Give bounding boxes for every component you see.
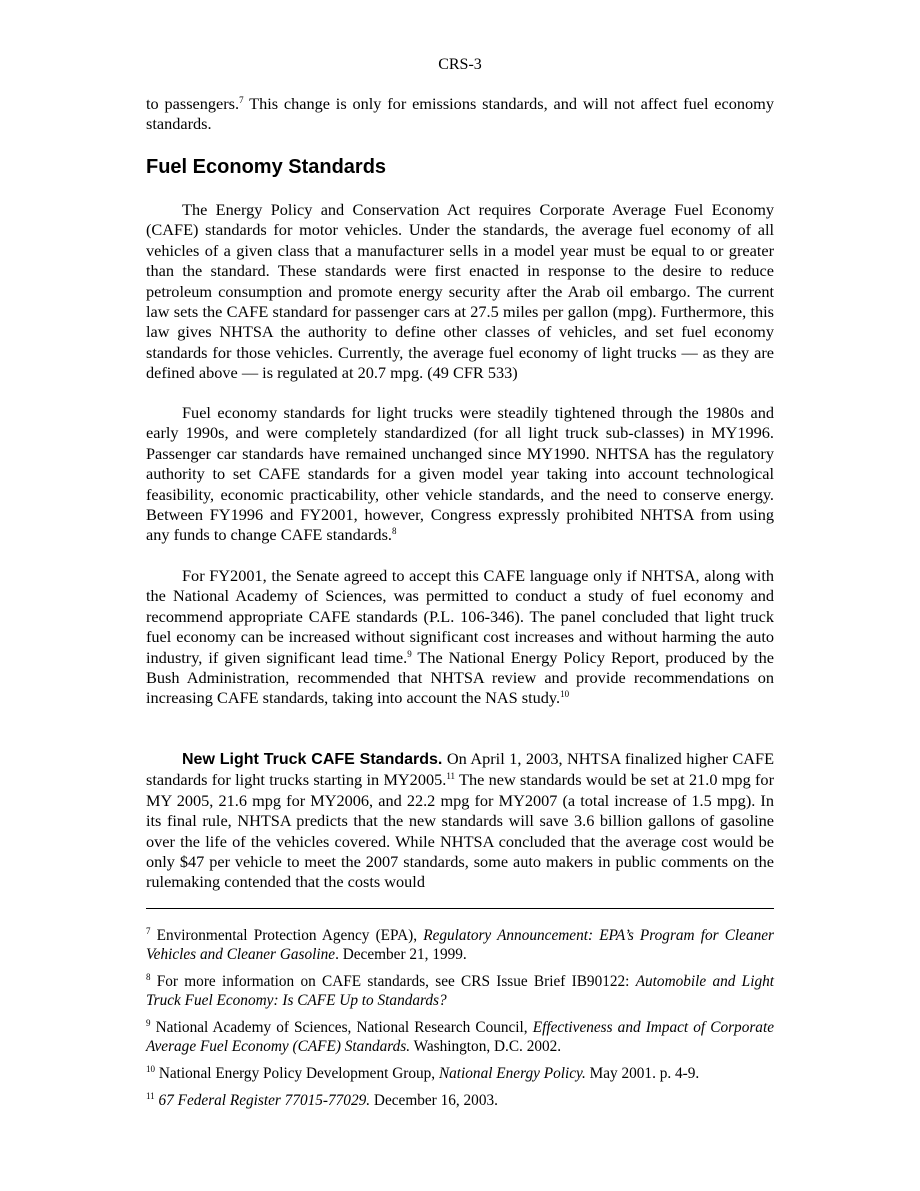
footnote-ref-10[interactable]: 10 [560,689,570,700]
footnote-text: For more information on CAFE standards, see CRS Issue Brief IB90122: [150,973,636,990]
footnote-9 [146,1018,774,1056]
para2-text: Fuel economy standards for light trucks were steadily tightened through the 1980s and early 1990s, and were completely standardized (for all light truck sub-classes) in MY1996. Passenger car standards have remained unchanged since MY1990. NHTSA has the regulatory authority to set CAFE standards for a given model year taking into account technological feasibility, economic practicability, other vehicle standards, and the need to conserve energy. Between FY1996 and FY2001, however, Congress expressly prohibited NHTSA from using any funds to change CAFE standards. [146,403,774,545]
intro-text-a: to passengers. [146,94,240,113]
runin-heading: New Light Truck CAFE Standards. [182,751,443,768]
footnote-text: National Academy of Sciences, National Research Council, [150,1019,533,1036]
paragraph-new-standards [146,749,774,893]
footnote-number: 8 [146,972,151,982]
section-heading: Fuel Economy Standards [146,156,387,178]
footnote-title: Regulatory Announcement: EPA’s Program for Cleaner Vehicles and Cleaner Gasoline [146,927,775,963]
footnote-ref-9[interactable]: 9 [407,648,412,659]
paragraph-cafe-intro: The Energy Policy and Conservation Act requires Corporate Average Fuel Economy (CAFE) standards for motor vehicles. Under the standards, the average fuel economy of all vehicles of a given class that a manufacturer sells in a model year must be equal to or greater than the standard. These standards were first enacted in response to the desire to reduce petroleum consumption and promote energy security after the Arab oil embargo. The current law sets the CAFE standard for passenger cars at 27.5 miles per gallon (mpg). Furthermore, this law gives NHTSA the authority to define other classes of vehicles, and set fuel economy standards for those vehicles. Currently, the average fuel economy of light trucks — as they are defined above — is regulated at 20.7 mpg. (49 CFR 533) [146,200,774,383]
footnote-text: National Energy Policy Development Group, [155,1065,439,1082]
footnote-divider [146,908,774,909]
footnote-number: 10 [146,1064,155,1074]
intro-text-b: This change is only for emissions standards, and will not affect fuel economy standards. [146,94,774,134]
page-number-header: CRS-3 [438,56,482,73]
para4-text-a: On April 1, 2003, NHTSA finalized higher CAFE standards for light trucks starting in MY2005. [146,749,775,790]
footnote-title: National Energy Policy. [438,1065,586,1082]
footnote-ref-11[interactable]: 11 [446,771,455,782]
footnote-text: Environmental Protection Agency (EPA), [150,927,424,944]
footnote-title: Automobile and Light Truck Fuel Economy: Is CAFE Up to Standards? [146,973,774,1009]
footnote-11 [146,1091,774,1110]
footnote-text-end: Washington, D.C. 2002. [410,1038,562,1055]
footnote-ref-7[interactable]: 7 [239,95,244,105]
footnote-text-end: . December 21, 1999. [335,946,467,963]
intro-paragraph [146,94,774,135]
footnote-number: 7 [146,926,151,936]
footnote-text-end: December 16, 2003. [370,1092,498,1109]
footnotes [146,926,774,1110]
footnote-title: 67 Federal Register 77015-77029. [158,1092,371,1109]
footnote-10 [146,1064,774,1083]
footnote-8 [146,972,774,1010]
paragraph-fy2001 [146,566,774,709]
footnote-7 [146,926,774,964]
footnote-text-end: May 2001. p. 4-9. [585,1065,700,1082]
footnote-number: 11 [146,1091,155,1101]
para3-text-b: The National Energy Policy Report, produced by the Bush Administration, recommended that NHTSA review and provide recommendations on increasing CAFE standards, taking into account the NAS study. [146,647,775,708]
footnote-ref-8[interactable]: 8 [391,526,397,537]
footnote-title: Effectiveness and Impact of Corporate Average Fuel Economy (CAFE) Standards. [146,1019,774,1055]
footnote-number: 9 [146,1018,151,1028]
para3-text-a: For FY2001, the Senate agreed to accept this CAFE language only if NHTSA, along with the National Academy of Sciences, was permitted to conduct a study of fuel economy and recommend appropriate CAFE standards (P.L. 106-346). The panel concluded that light truck fuel economy can be increased without significant cost increases and without harming the auto industry, if given significant lead time. [146,566,774,667]
para4-text-b: The new standards would be set at 21.0 mpg for MY 2005, 21.6 mpg for MY2006, and 22.2 mpg for MY2007 (a total increase of 1.5 mpg). In its final rule, NHTSA predicts that the new standards will save 3.6 billion gallons of gasoline over the life of the vehicles covered. While NHTSA concluded that the average cost would be only $47 per vehicle to meet the 2007 standards, some auto makers in public comments on the rulemaking contended that the costs would [146,770,774,892]
paragraph-light-trucks [146,403,774,546]
